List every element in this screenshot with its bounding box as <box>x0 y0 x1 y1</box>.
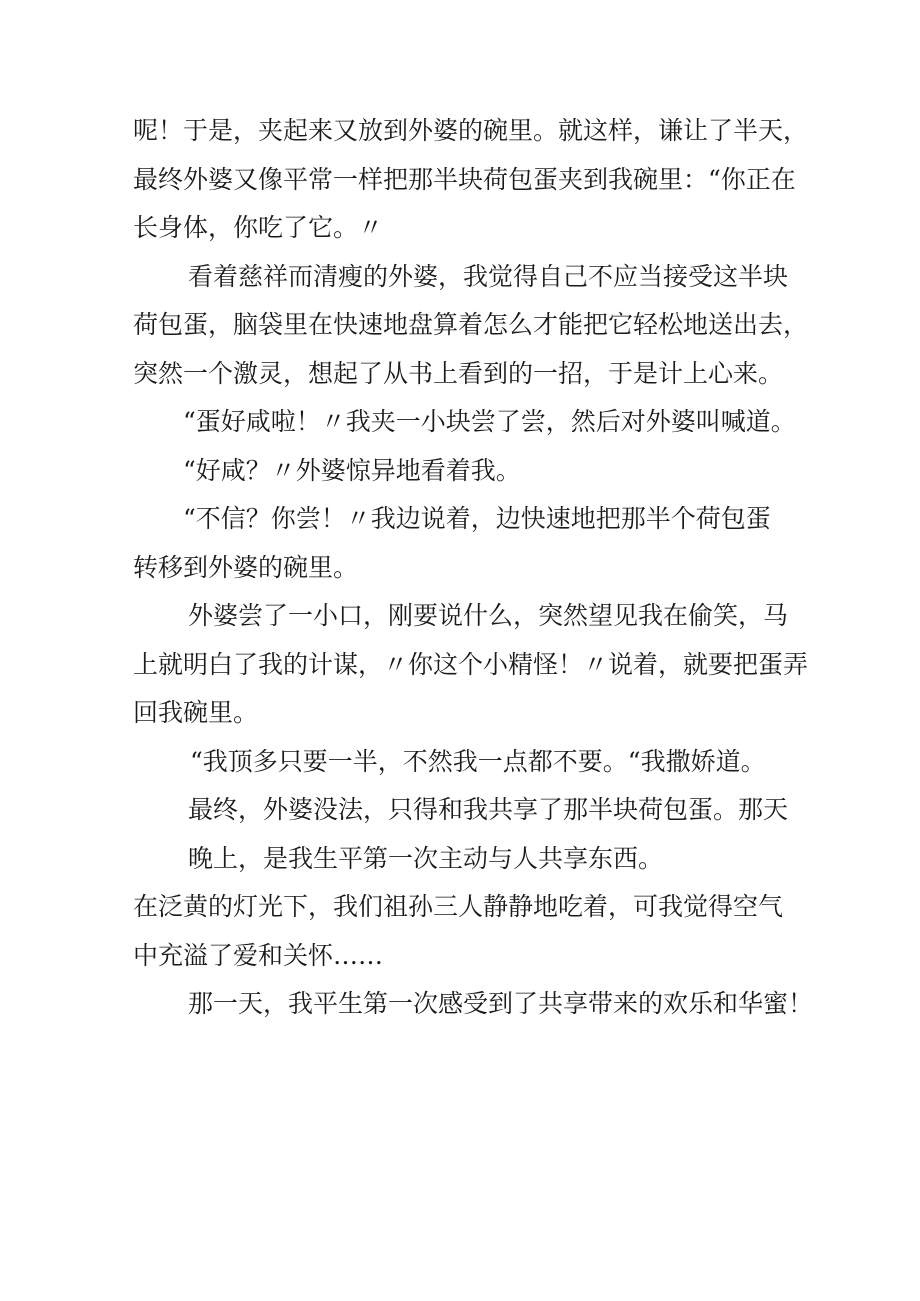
text-line-10: 转移到外婆的碗里。 <box>133 552 359 582</box>
text-line-16: 晚上，是我生平第一次主动与人共享东西。 <box>188 843 664 873</box>
text-line-3: 长身体，你吃了它。〃 <box>133 213 384 242</box>
text-line-12: 上就明白了我的计谋，〃你这个小精怪！〃说着，就要把蛋弄 <box>133 649 809 679</box>
text-line-11: 外婆尝了一小口，刚要说什么，突然望见我在偷笑，马 <box>188 601 789 630</box>
text-line-14: “我顶多只要一半，不然我一点都不要。“我撒娇道。 <box>190 746 766 776</box>
text-line-9: “不信？你尝！〃我边说着，边快速地把那半个荷包蛋 <box>183 504 771 533</box>
text-line-15: 最终，外婆没法，只得和我共享了那半块荷包蛋。那天 <box>188 795 789 824</box>
text-line-1: 呢！于是，夹起来又放到外婆的碗里。就这样，谦让了半天， <box>133 116 809 145</box>
essay-text <box>0 107 920 1029</box>
text-line-18: 中充溢了爱和关怀…… <box>133 940 384 970</box>
text-line-17: 在泛黄的灯光下，我们祖孙三人静静地吃着，可我觉得空气 <box>133 892 784 921</box>
text-line-7: “蛋好咸啦！〃我夹一小块尝了尝，然后对外婆叫喊道。 <box>183 407 796 436</box>
text-line-4: 看着慈祥而清瘦的外婆，我觉得自己不应当接受这半块 <box>188 261 789 291</box>
text-line-8: “好咸？〃外婆惊异地看着我。 <box>183 455 521 485</box>
text-line-13: 回我碗里。 <box>133 698 259 727</box>
text-line-2: 最终外婆又像平常一样把那半块荷包蛋夹到我碗里：“你正在 <box>133 164 796 194</box>
text-line-19: 那一天，我平生第一次感受到了共享带来的欢乐和华蜜！ <box>188 989 814 1018</box>
text-line-5: 荷包蛋，脑袋里在快速地盘算着怎么才能把它轻松地送出去， <box>133 310 809 339</box>
text-line-6: 突然一个激灵，想起了从书上看到的一招，于是计上心来。 <box>133 358 784 388</box>
